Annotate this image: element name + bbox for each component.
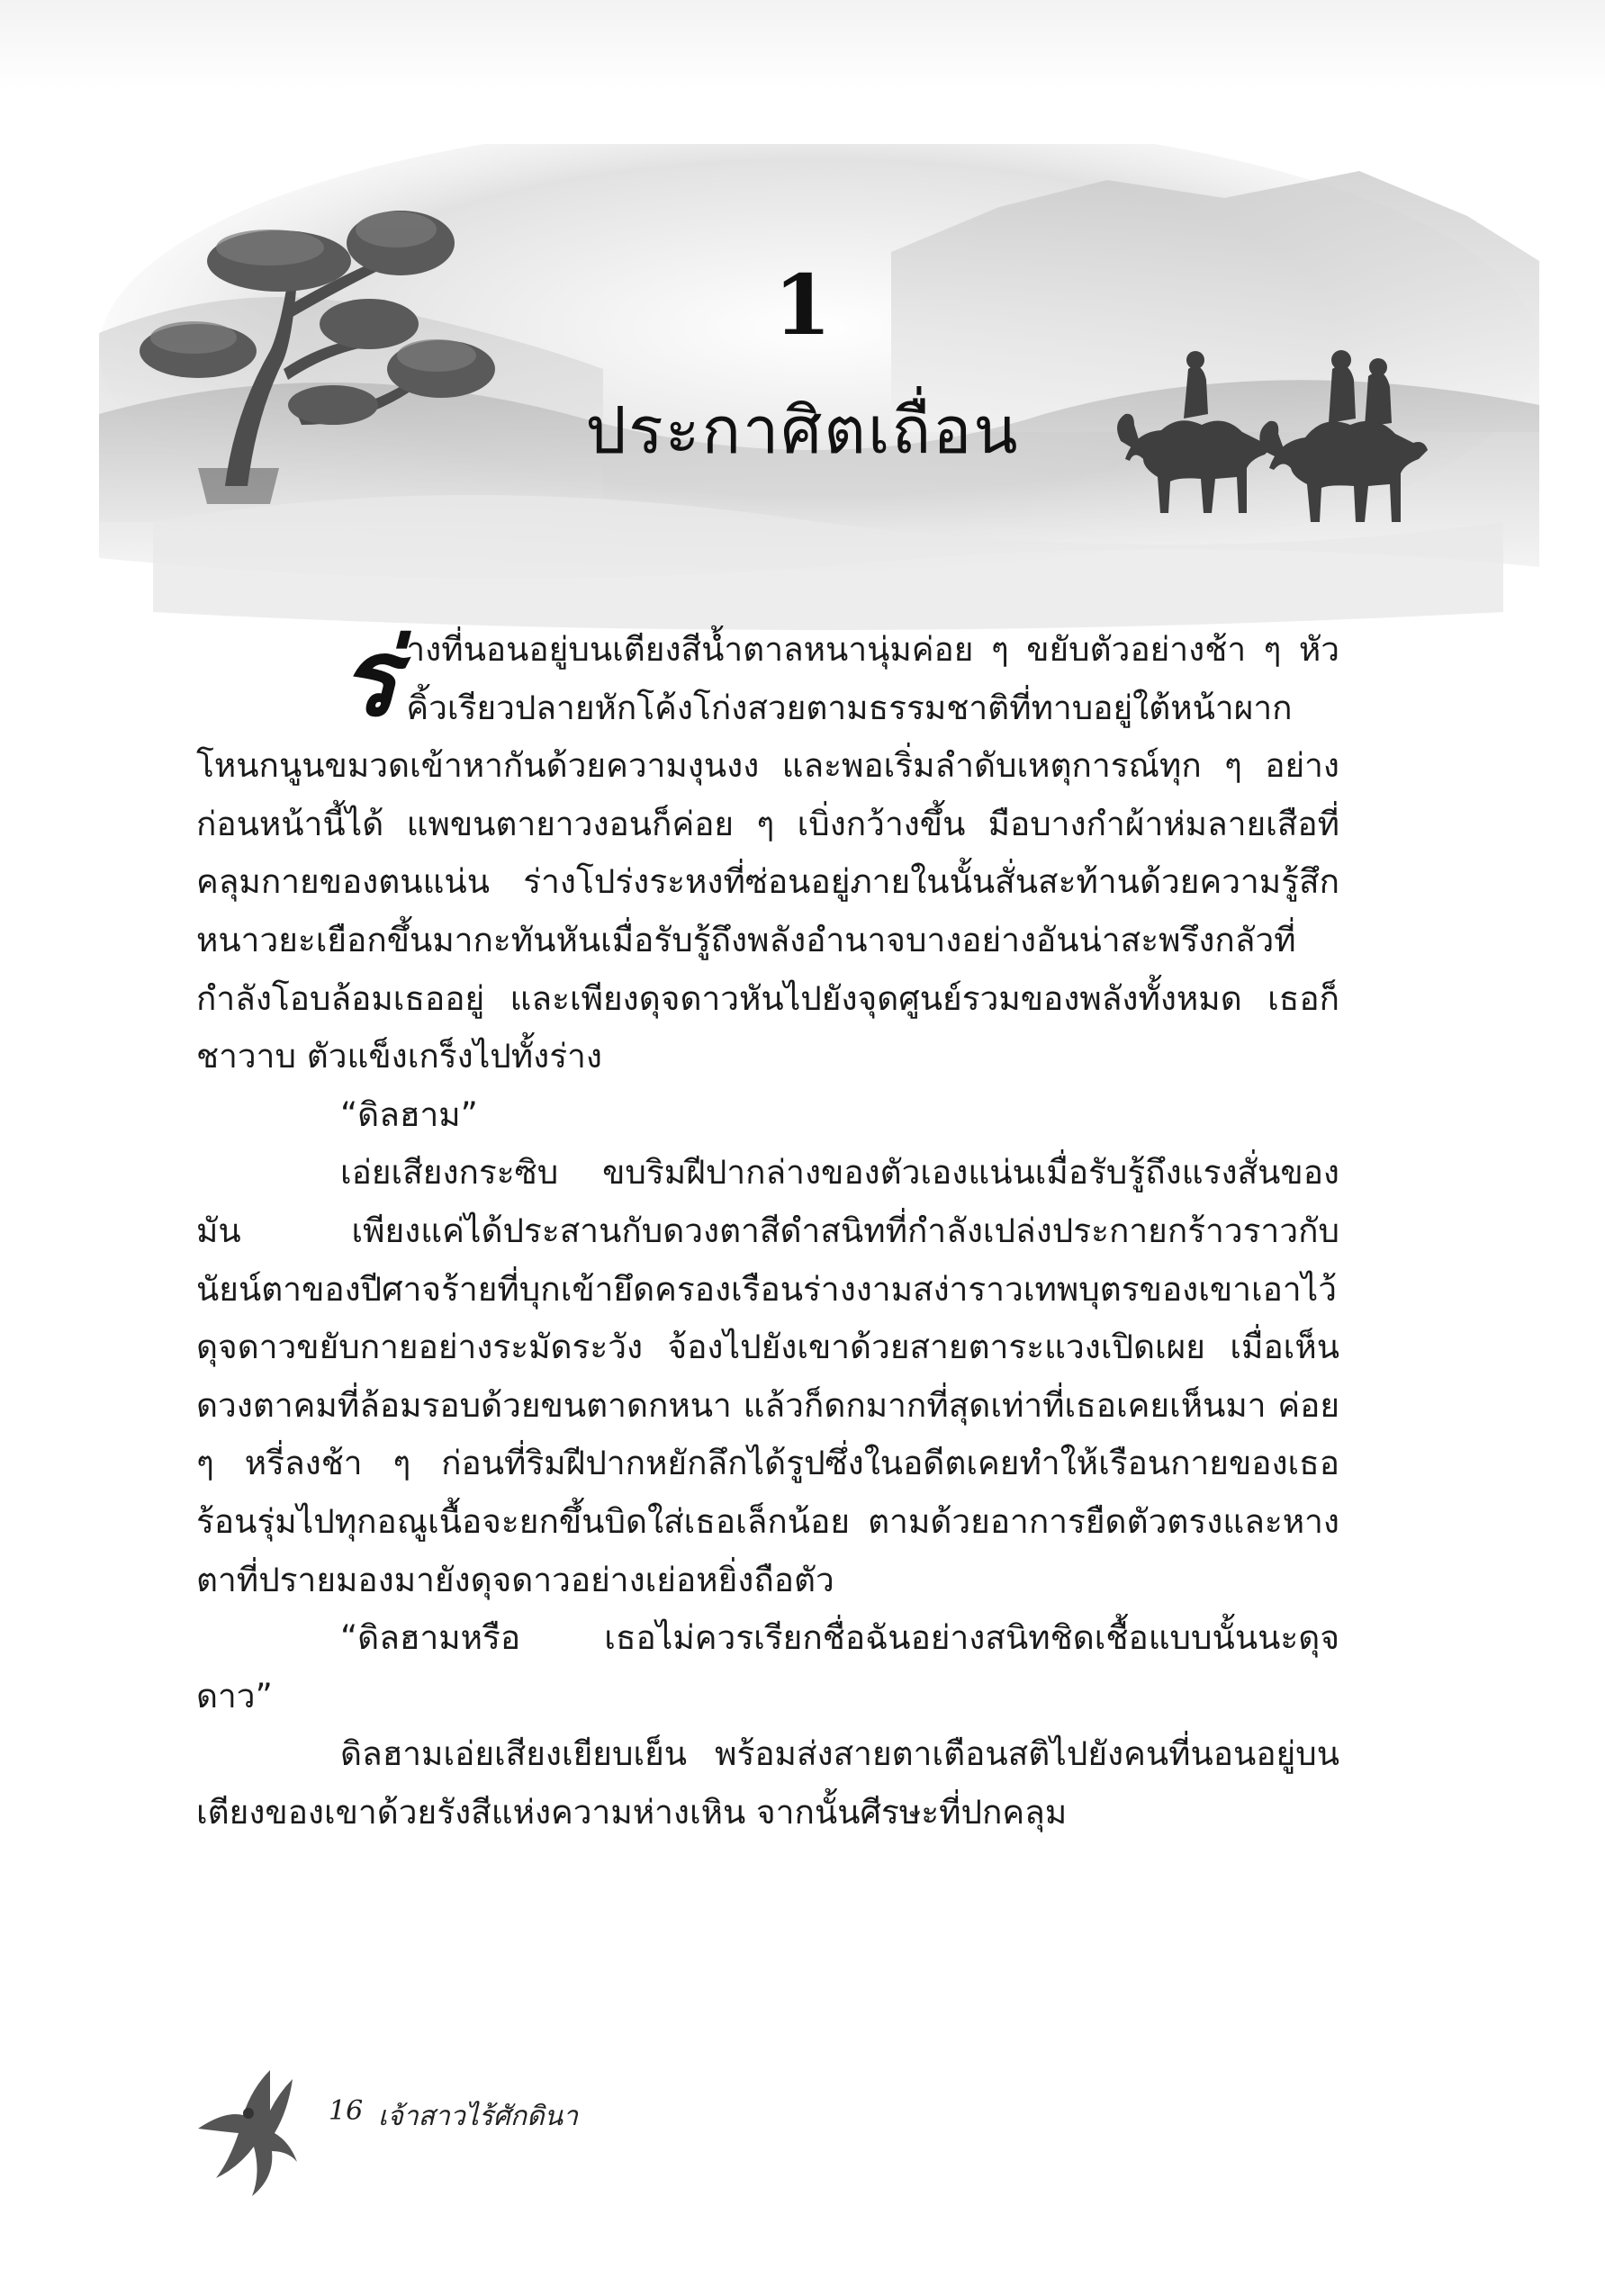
page-top-shade bbox=[0, 0, 1605, 90]
paragraph-1 bbox=[196, 615, 1339, 1086]
drop-cap: ร่ bbox=[340, 615, 398, 740]
page-number: 16 bbox=[329, 2095, 364, 2127]
paragraph-5: ดิลฮามเอ่ยเสียงเยียบเย็น พร้อมส่งสายตาเตือนสติไปยังคนที่นอนอยู่บนเตียงของเขาด้วยรังสีแห่งความห่างเหิน จากนั้นศีรษะที่ปกคลุม bbox=[196, 1734, 1339, 1832]
running-title: เจ้าสาวไร้ศักดินา bbox=[378, 2101, 578, 2132]
chapter-number: 1 bbox=[773, 257, 832, 354]
chapter-body bbox=[196, 615, 1339, 1841]
page-footer bbox=[189, 2061, 729, 2205]
paragraph-3: เอ่ยเสียงกระซิบ ขบริมฝีปากล่างของตัวเองแน่นเมื่อรับรู้ถึงแรงสั่นของมัน เพียงแค่ได้ประสานกับดวงตาสีดำสนิทที่กำลังเปล่งประกายกร้าวราวกับนัยน์ตาของปีศาจร้ายที่บุกเข้ายึดครองเรือนร่างงามสง่าราวเทพบุตรของเขาเอาไว้ ดุจดาวขยับกายอย่างระมัดระวัง จ้องไปยังเขาด้วยสายตาระแวงเปิดเผย เมื่อเห็นดวงตาคมที่ล้อมรอบด้วยขนตาดกหนา แล้วก็ดกมากที่สุดเท่าที่เธอเคยเห็นมา ค่อย ๆ หรี่ลงช้า ๆ ก่อนที่ริมฝีปากหยักลึกได้รูปซึ่งในอดีตเคยทำให้เรือนกายของเธอร้อนรุ่มไปทุกอณูเนื้อจะยกขึ้นบิดใส่เธอเล็กน้อย ตามด้วยอาการยืดตัวตรงและหางตาที่ปรายมองมายังดุจดาวอย่างเย่อหยิ่งถือตัว bbox=[196, 1153, 1339, 1599]
paragraph-4: “ดิลฮามหรือ เธอไม่ควรเรียกชื่อฉันอย่างสนิทชิดเชื้อแบบนั้นนะดุจดาว” bbox=[196, 1618, 1339, 1715]
paragraph-2: “ดิลฮาม” bbox=[340, 1094, 478, 1134]
chapter-title: ประกาศิตเถื่อน bbox=[585, 392, 1020, 468]
eagle-icon bbox=[189, 2061, 324, 2205]
paragraph-1-text: างที่นอนอยู่บนเตียงสีน้ำตาลหนานุ่มค่อย ๆ ขยับตัวอย่างช้า ๆ หัวคิ้วเรียวปลายหักโค้งโก่งสวยตามธรรมชาติที่ทาบอยู่ใต้หน้าผากโหนกนูนขมวดเข้าหากันด้วยความงุนงง และพอเริ่มลำดับเหตุการณ์ทุก ๆ อย่างก่อนหน้านี้ได้ แพขนตายาวงอนก็ค่อย ๆ เบิ่งกว้างขึ้น มือบางกำผ้าห่มลายเสือที่คลุมกายของตนแน่น ร่างโปร่งระหงที่ซ่อนอยู่ภายในนั้นสั่นสะท้านด้วยความรู้สึกหนาวยะเยือกขึ้นมากะทันหันเมื่อรับรู้ถึงพลังอำนาจบางอย่างอันน่าสะพรึงกลัวที่กำลังโอบล้อมเธออยู่ และเพียงดุจดาวหันไปยังจุดศูนย์รวมของพลังทั้งหมด เธอก็ชาวาบ ตัวแข็งเกร็งไปทั้งร่าง bbox=[196, 630, 1339, 1076]
